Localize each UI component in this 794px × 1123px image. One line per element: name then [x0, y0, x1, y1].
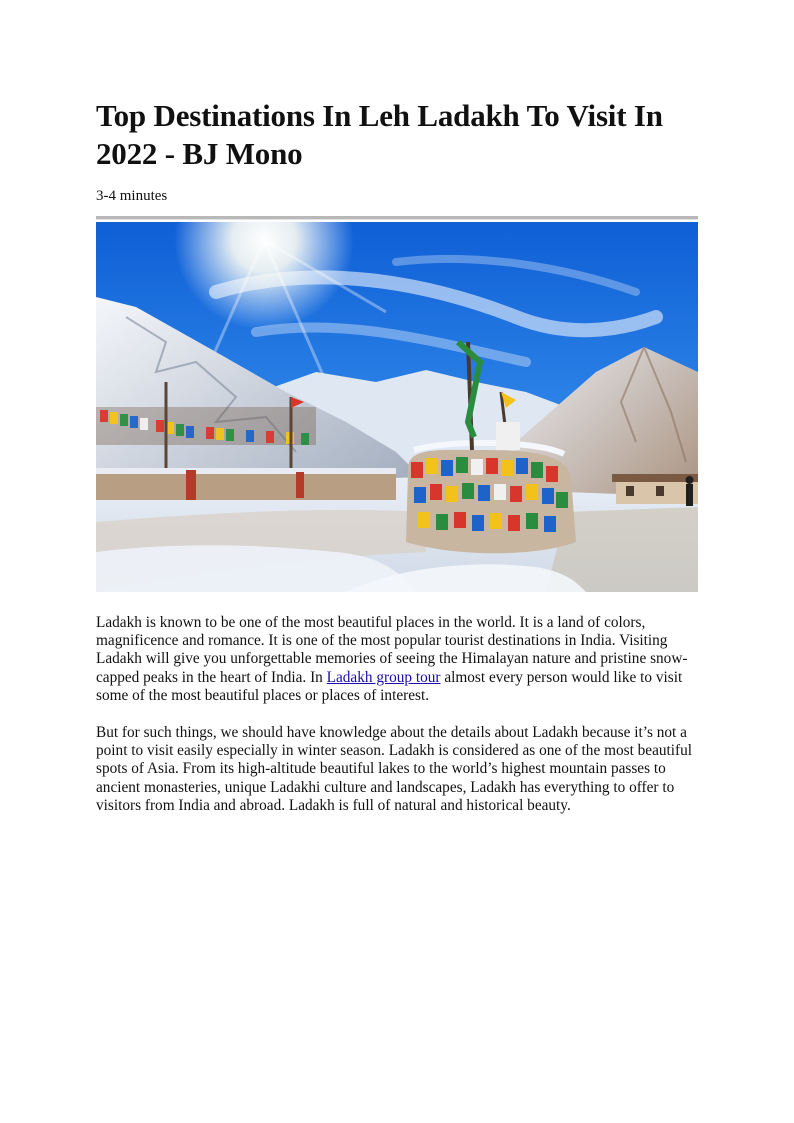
paragraph-intro	[96, 614, 698, 705]
article	[96, 97, 698, 834]
page-title: Top Destinations In Leh Ladakh To Visit In 2022 - BJ Mono	[96, 98, 663, 171]
divider	[96, 216, 698, 220]
hero-image	[96, 222, 698, 592]
reading-time: 3-4 minutes	[96, 188, 168, 204]
paragraph-intro-text-before-link: Ladakh is known to be one of the most beautiful places in the world. It is a land of colors, magnificence and romance. It is one of the most popular tourist destinations in India. Visiting Ladakh will give you unforgettable memories of seeing the Himalayan nature and pristine snow-capped peaks in the heart of India. In	[96, 614, 688, 686]
paragraph-intro-text-after-link: almost every person would like to visit some of the most beautiful places or places of interest.	[96, 668, 683, 704]
hero-image-illustration	[96, 222, 698, 592]
ladakh-group-tour-link[interactable]: Ladakh group tour	[326, 668, 441, 686]
article-body	[96, 614, 698, 815]
paragraph-details: But for such things, we should have knowledge about the details about Ladakh because it’s not a point to visit easily especially in winter season. Ladakh is considered as one of the most beautiful spots of Asia. From its high-altitude beautiful lakes to the world’s highest mountain passes to ancient monasteries, unique Ladakhi culture and landscapes, Ladakh has everything to offer to visitors from India and abroad. Ladakh is full of natural and historical beauty.	[96, 724, 693, 814]
